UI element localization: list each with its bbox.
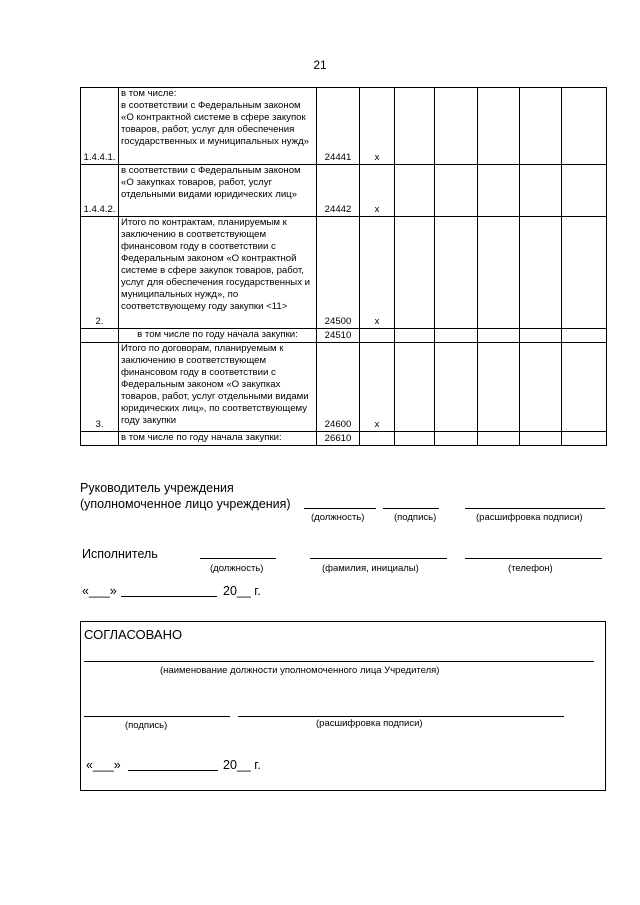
caption-approval-signature: (подпись) [125,720,168,731]
caption-position: (должность) [311,512,365,523]
caption-signature: (подпись) [394,512,437,523]
row-number: 1.4.4.2. [81,165,119,217]
row-mark: x [360,343,395,432]
row-description: в том числе по году начала закупки: [119,329,317,343]
row-mark: x [360,217,395,329]
row-mark [360,432,395,446]
exec-position-line[interactable] [200,558,276,559]
row-description: в том числе по году начала закупки: [119,432,317,446]
executor-label: Исполнитель [82,547,158,561]
row-number: 3. [81,343,119,432]
caption-exec-phone: (телефон) [508,563,553,574]
table-row [81,217,607,329]
caption-decode: (расшифровка подписи) [476,512,583,523]
caption-exec-position: (должность) [210,563,264,574]
head-label-sub: (уполномоченное лицо учреждения) [80,497,291,511]
row-number: 1.4.4.1. [81,88,119,165]
row-code: 24500 [317,217,360,329]
decode-line[interactable] [465,508,605,509]
row-code: 24600 [317,343,360,432]
caption-founder-position: (наименование должности уполномоченного лица Учредителя) [160,665,440,676]
founder-position-line[interactable] [84,661,594,662]
caption-exec-name: (фамилия, инициалы) [322,563,419,574]
row-number [81,432,119,446]
approval-date-day: «___» [86,758,121,772]
row-code: 26610 [317,432,360,446]
approval-date-month-line[interactable] [128,770,218,771]
approval-signature-line[interactable] [84,716,230,717]
signature-line[interactable] [383,508,439,509]
row-description: Итого по договорам, планируемым к заключению в соответствующем финансовом году в соответствии с Федеральным законом «О закупках товаров, работ, услуг отдельными видами юридических лиц», по соответствующему году закупки [119,343,317,432]
plan-table [80,87,607,446]
caption-approval-decode: (расшифровка подписи) [316,718,423,729]
row-mark: x [360,165,395,217]
table-row [81,165,607,217]
approval-title: СОГЛАСОВАНО [84,627,183,642]
row-mark [360,329,395,343]
approval-date-year: 20__ г. [223,758,261,772]
row-number [81,329,119,343]
row-description: в том числе: в соответствии с Федеральным законом «О контрактной системе в сфере закупок товаров, работ, услуг для обеспечения государственных и муниципальных нужд» [119,88,317,165]
head-label: Руководитель учреждения [80,481,234,495]
row-description: в соответствии с Федеральным законом «О закупках товаров, работ, услуг отдельными видами юридических лиц» [119,165,317,217]
exec-phone-line[interactable] [465,558,602,559]
table-row [81,88,607,165]
position-line[interactable] [304,508,376,509]
table-row [81,432,607,446]
date-day: «___» [82,584,117,598]
table-row [81,329,607,343]
date-year: 20__ г. [223,584,261,598]
page-number: 21 [313,58,327,72]
approval-box [80,621,606,791]
exec-name-line[interactable] [310,558,447,559]
table-row [81,343,607,432]
row-description: Итого по контрактам, планируемым к заключению в соответствующем финансовом году в соответствии с Федеральным законом «О контрактной системе в сфере закупок товаров, работ, услуг для обеспечения государственных и муниципальных нужд», по соответствующему году закупки <11> [119,217,317,329]
row-code: 24442 [317,165,360,217]
row-mark: x [360,88,395,165]
row-code: 24441 [317,88,360,165]
date-month-line[interactable] [121,596,217,597]
row-code: 24510 [317,329,360,343]
row-number: 2. [81,217,119,329]
approval-decode-line[interactable] [238,716,564,717]
